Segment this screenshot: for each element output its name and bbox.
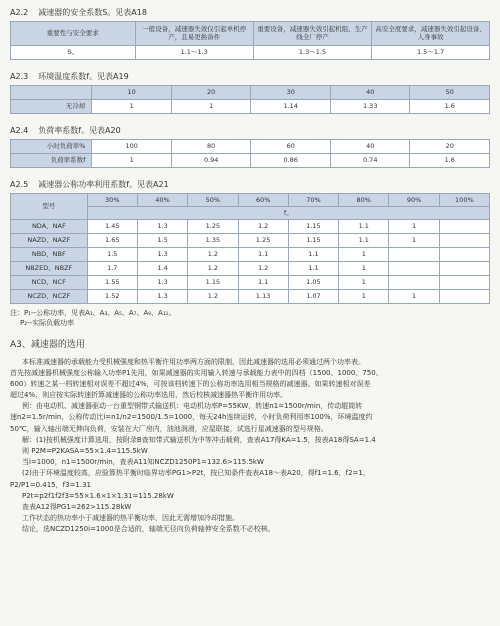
paragraph: 工作状态的热功率小于减速器的热平衡功率，因此无需增加冷却措施。: [22, 514, 239, 523]
table-header-cell: 70%: [288, 194, 338, 207]
table-cell: 20: [410, 140, 490, 154]
table-cell: 60: [251, 140, 331, 154]
table-header-cell: 50: [410, 86, 490, 100]
paragraph: 例：由电动机、减速器驱动一台重型钢带式输送机：电动机功率P=55KW，转速n1=1500r/min，传动辊筒转: [22, 402, 363, 411]
table-row: [11, 234, 490, 248]
table-cell: 1.1: [288, 248, 338, 262]
load-factor-table: [10, 139, 490, 168]
safety-factor-table: [10, 21, 490, 60]
table-cell: 1.3～1.5: [253, 46, 371, 60]
table-cell: [439, 220, 489, 234]
paragraph: 当i=1000，n1=1500r/min，查表A11知NCZD1250P1=132.6>115.5kW: [22, 458, 264, 467]
table-cell: 0.86: [251, 154, 331, 168]
table-cell: 1.1: [288, 262, 338, 276]
table-cell: 1.25: [238, 234, 288, 248]
table-cell: 1: [339, 290, 389, 304]
table-row-label: NBZED、NBZF: [11, 262, 88, 276]
table-row-label: NCZD、NCZF: [11, 290, 88, 304]
table-cell: 1.4: [137, 262, 187, 276]
paragraph: 600）转速之某一档转速相对误差不超过4%，可按该档转速下的公称功率选用相当规格的减速器。如果转速相对误差: [10, 379, 371, 388]
table-cell: 1.1～1.3: [135, 46, 253, 60]
paragraph: 查表A12得PG1=262>115.28kW: [22, 502, 132, 511]
table-cell: 1.2: [238, 220, 288, 234]
table-cell: 1.5: [137, 234, 187, 248]
table-row: [11, 276, 490, 290]
table-cell: [439, 262, 489, 276]
table-cell: 1.25: [188, 220, 238, 234]
table-header-cell: 80%: [339, 194, 389, 207]
table-cell: 1: [92, 100, 172, 114]
table-cell: [389, 262, 439, 276]
paragraph: 则 P2M=P2KASA=55×1.4=115.5kW: [22, 447, 148, 456]
temperature-factor-table: [10, 85, 490, 114]
table-row-label: 负荷率系数f: [11, 154, 92, 168]
table-cell: 1.15: [188, 276, 238, 290]
paragraph: 速n2=1.5r/min，公称传动比i=n1/n2=1500/1.5=1000，每天24h连续运转，小时负荷利用率100%，环境温度约: [10, 413, 373, 422]
table-header-cell: [11, 86, 92, 100]
table-cell: 1.2: [188, 290, 238, 304]
table-cell: 1.7: [87, 262, 137, 276]
table-row-label: NCD、NCF: [11, 276, 88, 290]
table-cell: 1.15: [288, 234, 338, 248]
paragraph: P2t=p2f1f2f3=55×1.6×1×1.31=115.28kW: [22, 491, 174, 500]
section-number: A2.3: [10, 72, 29, 81]
section-number: A2.5: [10, 180, 29, 189]
table-cell: [439, 276, 489, 290]
table-cell: [439, 290, 489, 304]
section-heading: 减速器的安全系数S。见表A18: [38, 8, 147, 17]
note-line: 注：P₁--公称功率，见表A₁、A₃、A₅、A₇、A₉、A₁₁。: [10, 309, 176, 317]
table-cell: 1: [339, 276, 389, 290]
section-a24-title: [10, 126, 490, 136]
table-cell: 1.15: [288, 220, 338, 234]
table-row: [11, 262, 490, 276]
table-cell: 1: [171, 100, 251, 114]
table-cell: 80: [171, 140, 251, 154]
section-number: A2.4: [10, 126, 29, 135]
section-number: A2.2: [10, 8, 29, 17]
paragraph: P2/P1=0.415，f3=1.31: [10, 480, 91, 489]
paragraph: 本标准减速器的承载能力受机械强度和热平衡许用功率两方面的限制，因此减速器的选用必须通过两个功率表。: [22, 357, 365, 366]
table-row: [11, 290, 490, 304]
section-a3-heading: A3、减速器的选用: [10, 340, 85, 351]
table-notes: [10, 308, 490, 328]
section-a23-title: [10, 72, 490, 82]
table-header-cell: 40: [330, 86, 410, 100]
table-header-cell: 10: [92, 86, 172, 100]
section-a25-title: [10, 180, 490, 190]
section-heading: 减速器公称功率利用系数f。见表A21: [38, 180, 169, 189]
table-cell: 1.1: [238, 276, 288, 290]
power-utilization-table: [10, 193, 490, 304]
table-cell: 1.2: [238, 262, 288, 276]
table-row-label: S。: [11, 46, 136, 60]
table-cell: 1.3: [137, 220, 187, 234]
table-header-cell: 30: [251, 86, 331, 100]
table-cell: 1.3: [137, 248, 187, 262]
table-cell: 1.55: [87, 276, 137, 290]
table-cell: 1.1: [339, 234, 389, 248]
table-cell: [439, 234, 489, 248]
table-row-label: NAZD、NAZF: [11, 234, 88, 248]
table-row-label: NBD、NBF: [11, 248, 88, 262]
paragraph: 首先按减速器机械强度公称输入功率P1先用，如果减速器的实用输入转速与承载能力表中的四档（1500、1000、750、: [10, 368, 383, 377]
table-header-cell: 40%: [137, 194, 187, 207]
table-cell: 1.33: [330, 100, 410, 114]
table-header-cell: 重要性与安全要求: [11, 22, 136, 46]
table-row: [11, 220, 490, 234]
table-cell: 1.3: [137, 276, 187, 290]
table-header-cell: f。: [87, 207, 489, 220]
table-header-cell: 重要设备，减速器失效引起机组、生产线全厂停产: [253, 22, 371, 46]
table-cell: 1.52: [87, 290, 137, 304]
table-cell: 1: [339, 262, 389, 276]
paragraph: 50℃，输入轴出端无伸向负荷，安装在大厂房内，油池润滑，应屋联接，试选行星减速器的型号规格。: [10, 424, 328, 433]
section-a22-title: [10, 8, 490, 18]
table-cell: [439, 248, 489, 262]
table-cell: 1.1: [339, 220, 389, 234]
table-cell: 1.07: [288, 290, 338, 304]
table-header-cell: 100%: [439, 194, 489, 207]
table-cell: 100: [92, 140, 172, 154]
table-cell: 1: [92, 154, 172, 168]
table-row: [11, 248, 490, 262]
table-header-cell: 20: [171, 86, 251, 100]
table-cell: 1.6: [410, 154, 490, 168]
table-cell: 1.45: [87, 220, 137, 234]
table-cell: [389, 248, 439, 262]
table-cell: 1.3: [137, 290, 187, 304]
table-cell: 1.14: [251, 100, 331, 114]
paragraph: (2)由于环境温度较高，应验算热平衡时临界功率PG1>P2t，按已知条件查表A18～表A20，得f1=1.6，f2=1，: [22, 469, 370, 478]
paragraph: 结论，选NCZD1250i=1000是合适的，轴端无径向负荷轴伸安全系数不必校核。: [22, 525, 275, 534]
table-cell: 1.5～1.7: [372, 46, 490, 60]
table-cell: 1: [339, 248, 389, 262]
table-cell: 1.05: [288, 276, 338, 290]
table-cell: 1.2: [188, 262, 238, 276]
table-header-cell: 一般设备，减速器失效仅引起单机停产，且易更换备件: [135, 22, 253, 46]
table-cell: 1.35: [188, 234, 238, 248]
table-header-cell: 型号: [11, 194, 88, 220]
paragraph: 解：(1)按机械强度计算选用，按附录B查知带式输送机为中等冲击载荷，查表A17得KA=1.5，按表A18得SA=1.4: [22, 435, 376, 444]
table-cell: 1: [389, 290, 439, 304]
table-header-cell: 高安全度要求，减速器失效引起设备、人身事故: [372, 22, 490, 46]
table-row-label: NDA、NAF: [11, 220, 88, 234]
paragraph: 超过4%，则应按实际转速折算减速器的公称功率选用，然后校核减速器热平衡许用功率。: [10, 391, 288, 400]
section-heading: 负荷率系数f。见表A20: [38, 126, 121, 135]
section-a3-body: [10, 357, 490, 536]
table-header-cell: 30%: [87, 194, 137, 207]
table-header-cell: 50%: [188, 194, 238, 207]
table-cell: 40: [330, 140, 410, 154]
table-cell: [389, 276, 439, 290]
table-row-label: 无冷却: [11, 100, 92, 114]
section-heading: 环境温度系数f。见表A19: [38, 72, 129, 81]
table-cell: 1.2: [188, 248, 238, 262]
table-header-cell: 90%: [389, 194, 439, 207]
table-cell: 1.6: [410, 100, 490, 114]
table-cell: 0.74: [330, 154, 410, 168]
table-cell: 0.94: [171, 154, 251, 168]
table-row-label: 小时负荷率%: [11, 140, 92, 154]
table-cell: 1.13: [238, 290, 288, 304]
table-cell: 1: [389, 234, 439, 248]
table-cell: 1.65: [87, 234, 137, 248]
table-cell: 1.5: [87, 248, 137, 262]
table-header-cell: 60%: [238, 194, 288, 207]
table-cell: 1: [389, 220, 439, 234]
table-cell: 1.1: [238, 248, 288, 262]
note-line: P₂--实际负载功率: [20, 319, 75, 328]
